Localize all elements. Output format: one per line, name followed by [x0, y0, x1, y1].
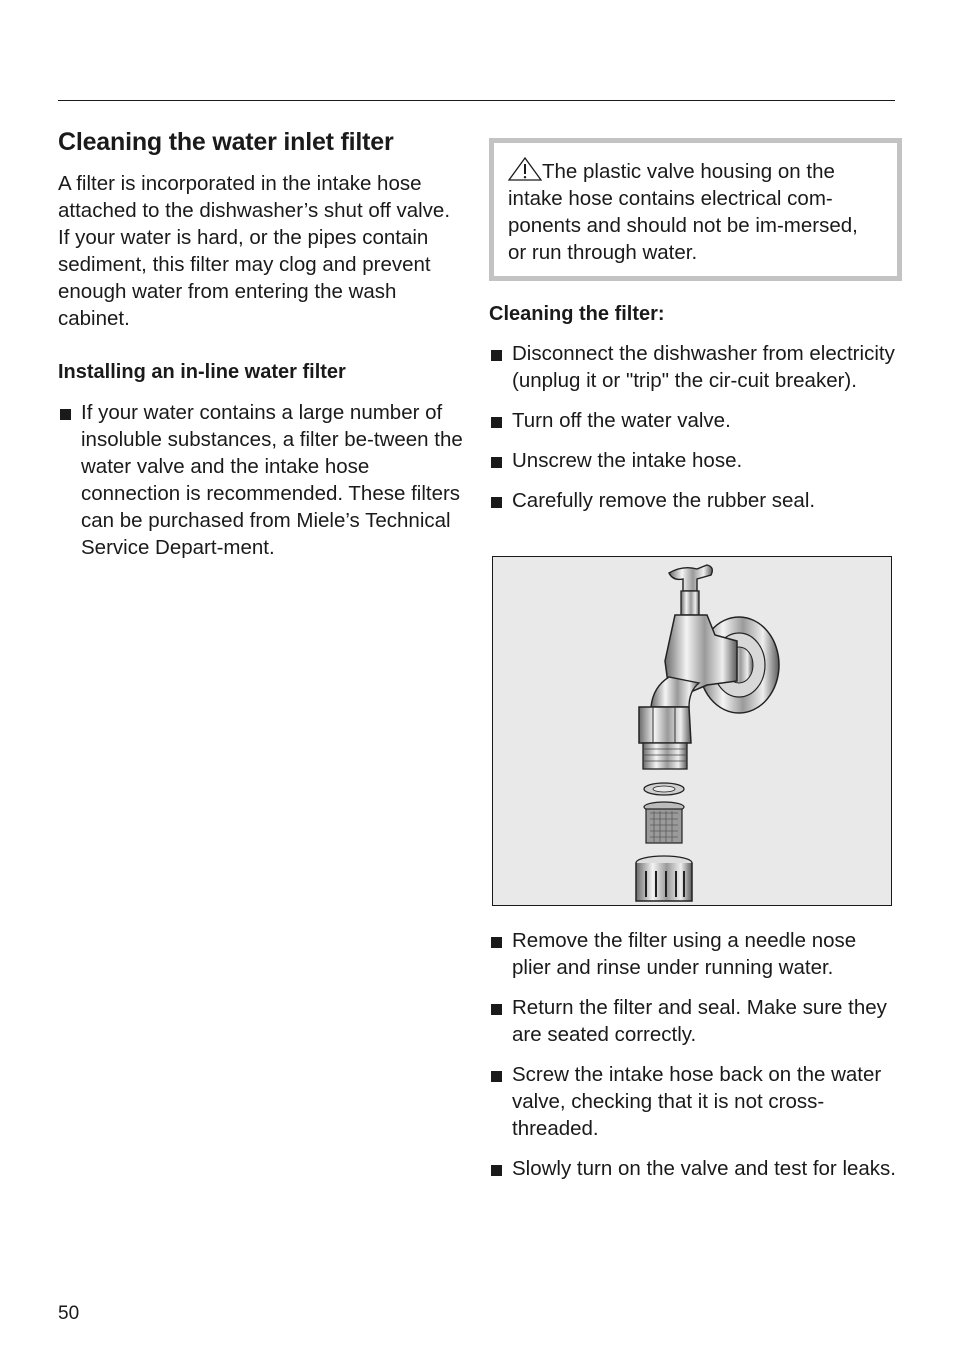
list-item: Unscrew the intake hose.: [489, 447, 899, 474]
list-item: If your water contains a large number of insoluble substances, a filter be-tween the water valve and the intake hose connection is recommended. These filters can be purchased from Miele’s Technical Service Depart-ment.: [58, 399, 463, 561]
cleaning-steps-before: [489, 340, 899, 514]
square-bullet-icon: [60, 409, 71, 420]
right-column: [489, 138, 899, 527]
list-item: Screw the intake hose back on the water valve, checking that it is not cross-threaded.: [489, 1061, 899, 1142]
list-item: Carefully remove the rubber seal.: [489, 487, 899, 514]
square-bullet-icon: [491, 457, 502, 468]
cleaning-steps-after: [489, 927, 899, 1195]
square-bullet-icon: [491, 350, 502, 361]
square-bullet-icon: [491, 497, 502, 508]
rubber-seal: [644, 783, 684, 795]
square-bullet-icon: [491, 937, 502, 948]
square-bullet-icon: [491, 1071, 502, 1082]
hex-nut: [639, 707, 691, 769]
hose-coupling: [636, 856, 692, 901]
list-item: Slowly turn on the valve and test for leaks.: [489, 1155, 899, 1182]
tap-handle: [669, 565, 712, 615]
header-rule: [58, 100, 895, 101]
warning-box: [489, 138, 902, 281]
square-bullet-icon: [491, 1165, 502, 1176]
square-bullet-icon: [491, 1004, 502, 1015]
warning-triangle-icon: [508, 157, 542, 181]
page-number: 50: [58, 1303, 80, 1324]
warning-text: The plastic valve housing on the intake hose contains electrical com-ponents and should not be im-mersed, or run through water.: [508, 157, 881, 266]
tap-filter-drawing: [493, 557, 891, 905]
inline-filter-list: [58, 399, 463, 561]
intro-paragraph: A filter is incorporated in the intake hose attached to the dishwasher’s shut off valve. If your water is hard, or the pipes contain sediment, this filter may clog and prevent enough water from entering the wash cabinet.: [58, 172, 451, 330]
cleaning-heading: Cleaning the filter:: [489, 303, 665, 325]
list-item: Remove the filter using a needle nose plier and rinse under running water.: [489, 927, 899, 981]
filter-screen: [644, 802, 684, 843]
list-item: Turn off the water valve.: [489, 407, 899, 434]
inline-filter-heading: Installing an in-line water filter: [58, 361, 346, 383]
list-item: Disconnect the dishwasher from electricity (unplug it or "trip" the cir-cuit breaker).: [489, 340, 899, 394]
section-title: Cleaning the water inlet filter: [58, 128, 394, 156]
valve-filter-illustration: [492, 556, 892, 906]
list-item: Return the filter and seal. Make sure they are seated correctly.: [489, 994, 899, 1048]
left-column: [58, 122, 463, 574]
square-bullet-icon: [491, 417, 502, 428]
